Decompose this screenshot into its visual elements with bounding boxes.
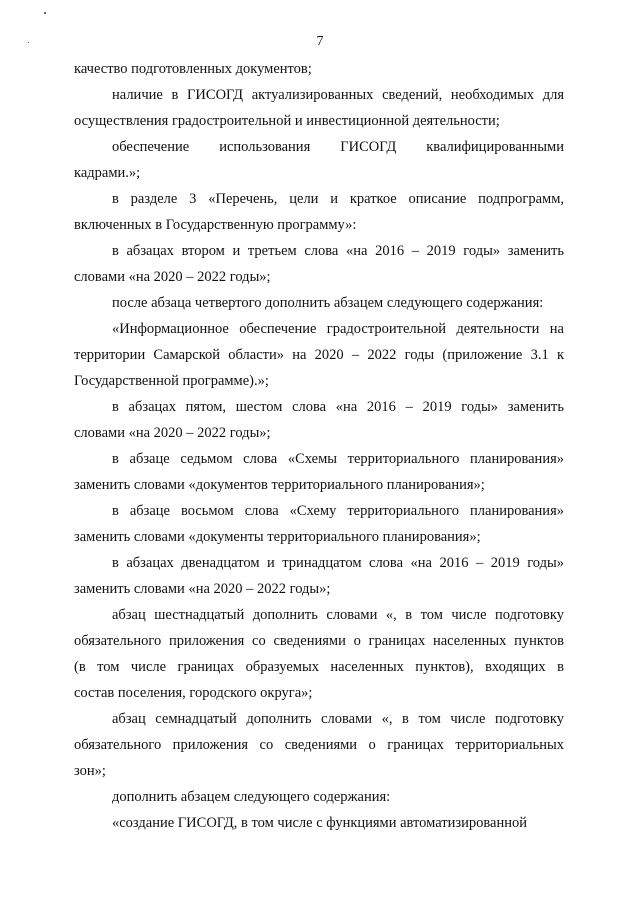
- paragraph-line: качество подготовленных документов;: [74, 61, 312, 77]
- paragraph-line: в разделе 3 «Перечень, цели и краткое описание подпрограмм,: [112, 191, 564, 207]
- paragraph-line: «создание ГИСОГД, в том числе с функциями автоматизированной: [112, 815, 527, 831]
- paragraph: [74, 186, 564, 238]
- paragraph: [74, 602, 564, 706]
- paragraph: [74, 238, 564, 290]
- paragraph: [74, 316, 564, 394]
- paragraph-line: осуществления градостроительной и инвестиционной деятельности;: [74, 113, 500, 129]
- paragraph: [74, 290, 564, 316]
- paragraph: [74, 134, 564, 186]
- paragraph: [74, 810, 564, 836]
- paragraph-line: заменить словами «на 2020 – 2022 годы»;: [74, 581, 331, 597]
- paragraph: [74, 446, 564, 498]
- paragraph-line: заменить словами «документов территориального планирования»;: [74, 477, 485, 493]
- paragraph: [74, 56, 564, 82]
- paragraph: [74, 82, 564, 134]
- paragraph-line: в абзаце седьмом слова «Схемы территориального планирования»: [112, 451, 564, 467]
- paragraph-line: обязательного приложения со сведениями о границах населенных пунктов: [74, 633, 564, 649]
- paragraph-line: обеспечение использования ГИСОГД квалифицированными: [112, 139, 564, 155]
- paragraph-line: зон»;: [74, 763, 106, 779]
- page-number: 7: [316, 34, 324, 49]
- paragraph-line: абзац шестнадцатый дополнить словами «, в том числе подготовку: [112, 607, 564, 623]
- paragraph-line: в абзацах втором и третьем слова «на 2016 – 2019 годы» заменить: [112, 243, 564, 259]
- paragraph-line: в абзаце восьмом слова «Схему территориального планирования»: [112, 503, 564, 519]
- paragraph-line: состав поселения, городского округа»;: [74, 685, 313, 701]
- paragraph-line: «Информационное обеспечение градостроительной деятельности на: [112, 321, 564, 337]
- paragraph-line: (в том числе границах образуемых населенных пунктов), входящих в: [74, 659, 564, 675]
- paragraph-line: территории Самарской области» на 2020 – 2022 годы (приложение 3.1 к: [74, 347, 564, 363]
- paragraph: [74, 706, 564, 784]
- paragraph-line: включенных в Государственную программу»:: [74, 217, 357, 233]
- scan-speck: [44, 12, 46, 14]
- paragraph-line: после абзаца четвертого дополнить абзацем следующего содержания:: [112, 295, 544, 311]
- document-body: [74, 56, 564, 836]
- paragraph: [74, 394, 564, 446]
- paragraph-line: обязательного приложения со сведениями о границах территориальных: [74, 737, 564, 753]
- paragraph-line: дополнить абзацем следующего содержания:: [112, 789, 391, 805]
- paragraph: [74, 784, 564, 810]
- paragraph-line: кадрами.»;: [74, 165, 141, 181]
- paragraph-line: наличие в ГИСОГД актуализированных сведений, необходимых для: [112, 87, 564, 103]
- paragraph: [74, 550, 564, 602]
- paragraph-line: заменить словами «документы территориального планирования»;: [74, 529, 481, 545]
- paragraph-line: в абзацах пятом, шестом слова «на 2016 – 2019 годы» заменить: [112, 399, 564, 415]
- paragraph-line: словами «на 2020 – 2022 годы»;: [74, 425, 271, 441]
- paragraph-line: Государственной программе).»;: [74, 373, 269, 389]
- paragraph: [74, 498, 564, 550]
- paragraph-line: словами «на 2020 – 2022 годы»;: [74, 269, 271, 285]
- paragraph-line: абзац семнадцатый дополнить словами «, в том числе подготовку: [112, 711, 564, 727]
- paragraph-line: в абзацах двенадцатом и тринадцатом слова «на 2016 – 2019 годы»: [112, 555, 564, 571]
